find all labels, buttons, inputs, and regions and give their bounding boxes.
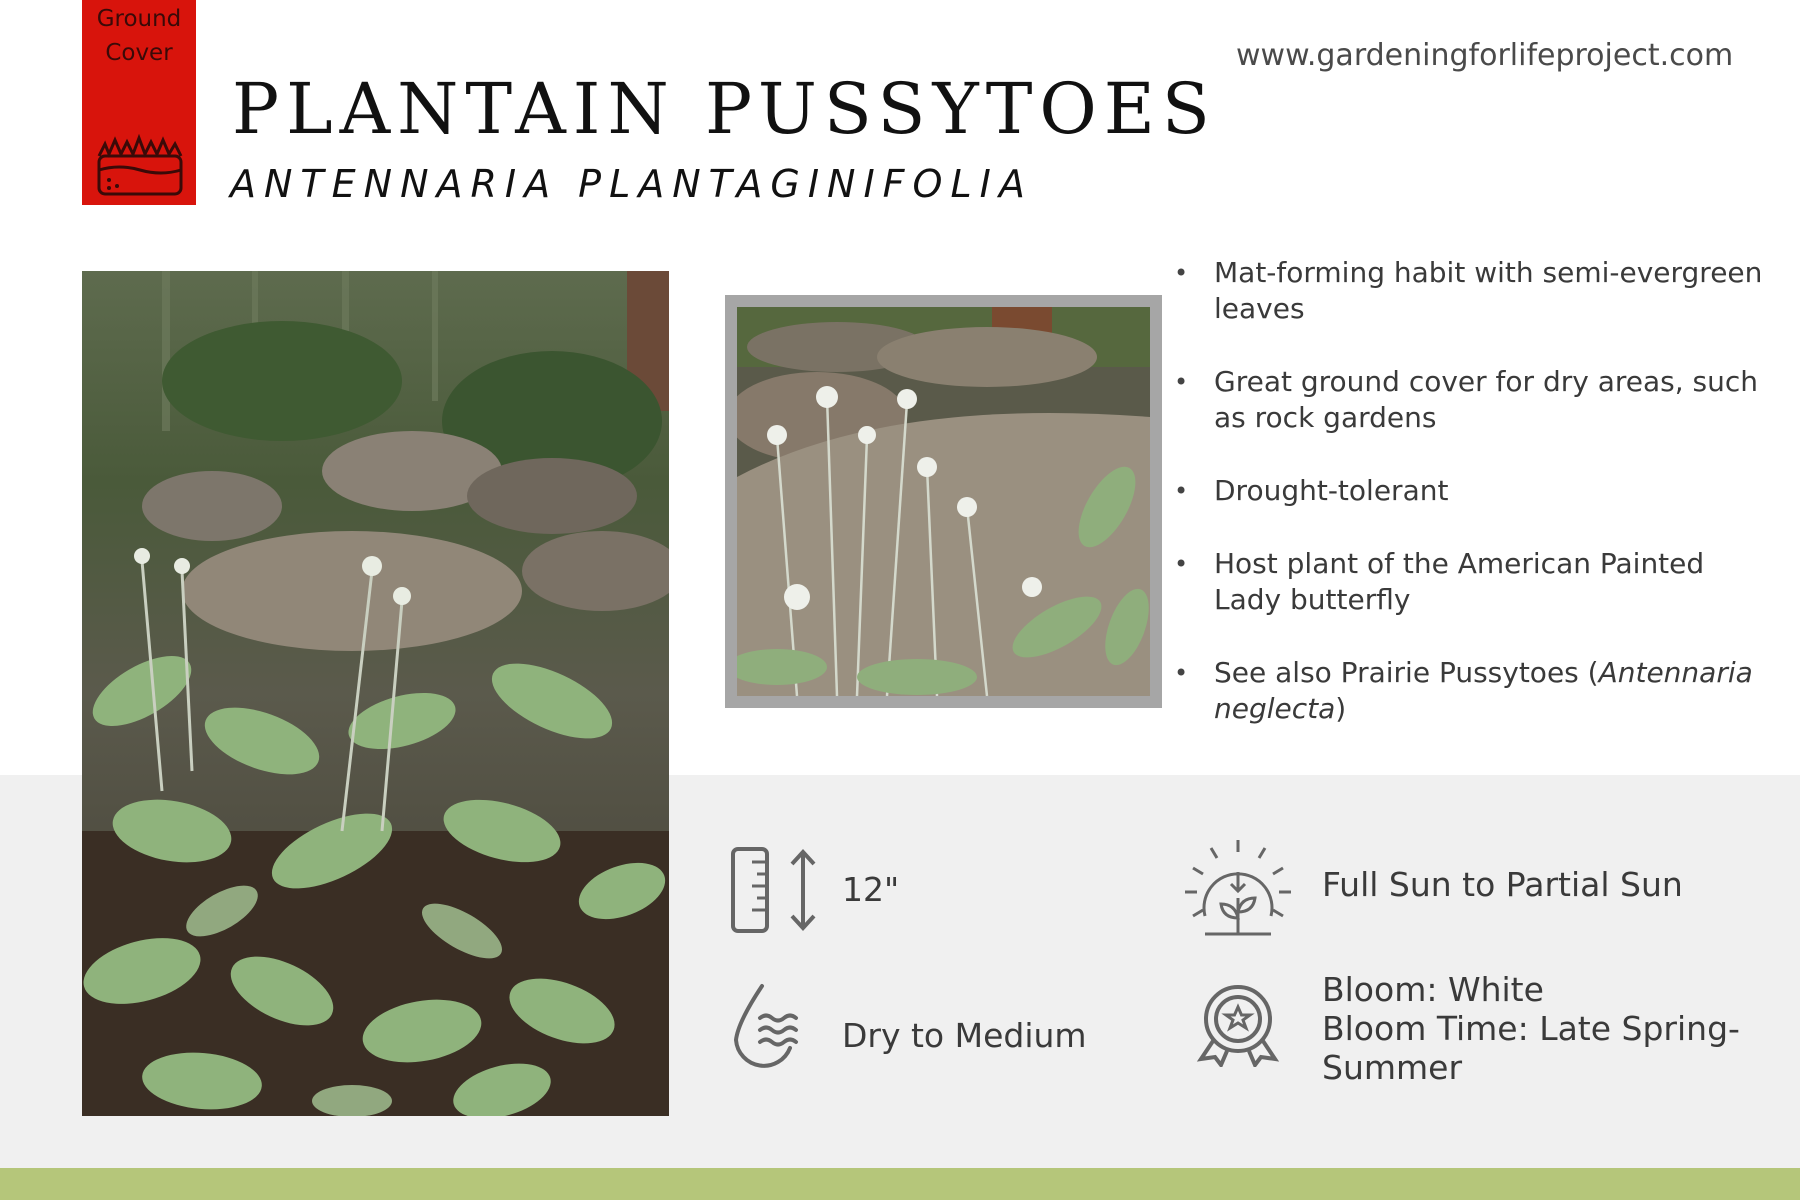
height-ruler-icon (730, 846, 820, 934)
bloom-info (1322, 970, 1740, 1087)
feature-list (1170, 255, 1770, 764)
feature-item: • Drought-tolerant (1170, 473, 1770, 509)
feature-item: • Mat-forming habit with semi-evergreen leaves (1170, 255, 1770, 327)
water-drop-icon (730, 982, 802, 1070)
moisture-value: Dry to Medium (842, 1016, 1087, 1055)
feature-italic-name: Antennaria neglecta (1214, 656, 1753, 725)
feature-item (1170, 655, 1770, 727)
scientific-name: ANTENNARIA PLANTAGINIFOLIA (230, 162, 1033, 206)
bloom-color: Bloom: White (1322, 970, 1544, 1009)
badge-label: Ground Cover (96, 6, 182, 66)
footer-band (0, 1168, 1800, 1200)
sun-value: Full Sun to Partial Sun (1322, 865, 1683, 904)
page-title: PLANTAIN PUSSYTOES (232, 68, 1217, 150)
award-badge-icon (1195, 983, 1281, 1067)
feature-text: ) (1335, 692, 1347, 725)
feature-text: See also Prairie Pussytoes ( (1214, 656, 1599, 689)
bloom-time: Bloom Time: Late Spring- (1322, 1009, 1740, 1048)
feature-item: • Host plant of the American Painted Lady butterfly (1170, 546, 1770, 618)
feature-item: • Great ground cover for dry areas, such as rock gardens (1170, 364, 1770, 436)
website-url: www.gardeningforlifeproject.com (1236, 38, 1734, 73)
inset-plant-photo (737, 307, 1150, 696)
main-plant-photo (82, 271, 669, 1116)
inset-photo-frame (725, 295, 1162, 708)
ground-cover-icon (95, 128, 185, 198)
height-value: 12" (842, 870, 900, 909)
bloom-time-cont: Summer (1322, 1048, 1463, 1087)
category-badge (82, 0, 196, 205)
sun-plant-icon (1183, 838, 1293, 942)
